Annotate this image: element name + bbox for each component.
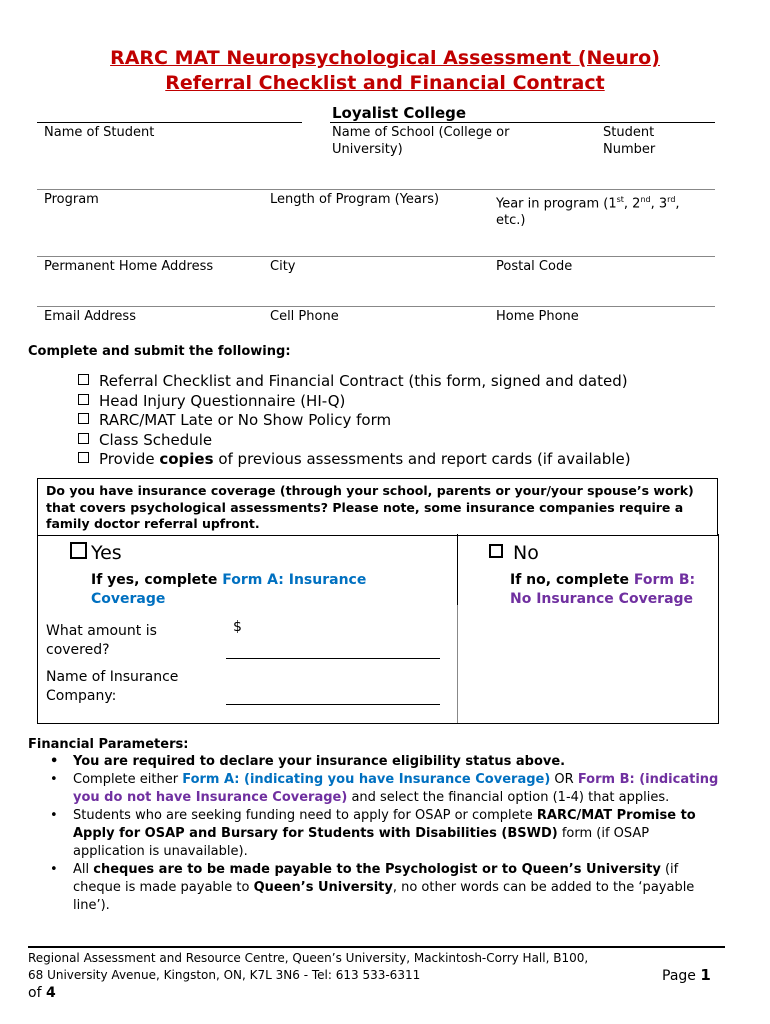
no-checkbox-icon[interactable] bbox=[489, 544, 503, 558]
yes-no-box bbox=[37, 534, 719, 724]
page-total: of 4 bbox=[28, 985, 56, 1001]
footer-line-2: 68 University Avenue, Kingston, ON, K7L 3N6 - Tel: 613 533-6311 bbox=[28, 968, 421, 982]
amount-label: What amount is covered? bbox=[46, 623, 157, 658]
title-line-1: RARC MAT Neuropsychological Assessment (Neuro) bbox=[110, 47, 660, 69]
name-of-student-label: Name of Student bbox=[44, 125, 155, 140]
insurance-question: Do you have insurance coverage (through your school, parents or your/your spouse’s work) that covers psychological assessments? Please note, some insurance companies require a family doctor referral upfront. bbox=[46, 483, 694, 531]
insurance-question-box bbox=[37, 478, 718, 536]
checklist-item[interactable]: Referral Checklist and Financial Contract (this form, signed and dated) bbox=[78, 372, 698, 392]
page-number: Page 1 bbox=[662, 966, 711, 984]
financial-item: • You are required to declare your insurance eligibility status above. bbox=[50, 754, 566, 769]
no-instruction: If no, complete Form B: No Insurance Coverage bbox=[510, 572, 696, 607]
checklist bbox=[78, 372, 698, 470]
checklist-heading: Complete and submit the following: bbox=[28, 344, 291, 359]
checklist-item[interactable]: RARC/MAT Late or No Show Policy form bbox=[78, 411, 698, 431]
footer-address bbox=[28, 950, 668, 984]
name-of-school-label: Name of School (College or University) bbox=[332, 125, 510, 157]
title-line-2: Referral Checklist and Financial Contract bbox=[165, 72, 605, 94]
student-number-label: Student Number bbox=[603, 125, 656, 157]
amount-field[interactable] bbox=[226, 658, 440, 659]
checkbox-icon[interactable] bbox=[78, 433, 89, 444]
checkbox-icon[interactable] bbox=[78, 374, 89, 385]
divider-bottom bbox=[457, 605, 458, 723]
financial-item: • All cheques are to be made payable to the Psychologist or to Queen’s University (if cheque is made payable to Queen’s University, no other words can be added to the ‘payable line’). bbox=[50, 862, 695, 913]
checkbox-icon[interactable] bbox=[78, 413, 89, 424]
footer-rule bbox=[28, 946, 725, 948]
checkbox-icon[interactable] bbox=[78, 394, 89, 405]
postal-code-label: Postal Code bbox=[496, 259, 573, 274]
row2-line bbox=[37, 189, 715, 190]
row4-line bbox=[37, 306, 715, 307]
company-field[interactable] bbox=[226, 704, 440, 705]
row3-line bbox=[37, 256, 715, 257]
email-label: Email Address bbox=[44, 309, 136, 324]
student-name-line bbox=[37, 122, 302, 123]
financial-item: • Complete either Form A: (indicating you have Insurance Coverage) OR Form B: (indicating you do not have Insurance Coverage) and select the financial option (1-4) that applies. bbox=[50, 772, 719, 805]
program-label: Program bbox=[44, 192, 99, 207]
financial-list bbox=[28, 753, 720, 915]
city-label: City bbox=[270, 259, 296, 274]
dollar-sign: $ bbox=[233, 619, 242, 635]
length-of-program-label: Length of Program (Years) bbox=[270, 192, 440, 207]
checklist-item[interactable]: Provide copies of previous assessments and report cards (if available) bbox=[78, 450, 698, 470]
divider-top bbox=[457, 534, 458, 605]
cell-phone-label: Cell Phone bbox=[270, 309, 339, 324]
year-in-program-label: Year in program (1st, 2nd, 3rd, etc.) bbox=[496, 195, 680, 229]
company-label: Name of Insurance Company: bbox=[46, 669, 179, 704]
checklist-item[interactable]: Class Schedule bbox=[78, 431, 698, 451]
page-title bbox=[0, 46, 770, 96]
yes-instruction: If yes, complete Form A: Insurance Coverage bbox=[91, 572, 367, 607]
no-option[interactable]: No bbox=[489, 542, 539, 564]
checkbox-icon[interactable] bbox=[78, 452, 89, 463]
financial-heading: Financial Parameters: bbox=[28, 737, 189, 752]
school-value: Loyalist College bbox=[332, 104, 467, 122]
yes-checkbox-icon[interactable] bbox=[70, 542, 87, 559]
home-address-label: Permanent Home Address bbox=[44, 259, 214, 274]
yes-option[interactable]: Yes bbox=[70, 542, 122, 564]
school-line bbox=[330, 122, 715, 123]
financial-item: • Students who are seeking funding need to apply for OSAP or complete RARC/MAT Promise to Apply for OSAP and Bursary for Students with Disabilities (BSWD) form (if OSAP application is unavailable). bbox=[50, 808, 696, 859]
home-phone-label: Home Phone bbox=[496, 309, 579, 324]
footer-line-1: Regional Assessment and Resource Centre, Queen’s University, Mackintosh-Corry Hall, B100, bbox=[28, 951, 589, 965]
checklist-item[interactable]: Head Injury Questionnaire (HI-Q) bbox=[78, 392, 698, 412]
